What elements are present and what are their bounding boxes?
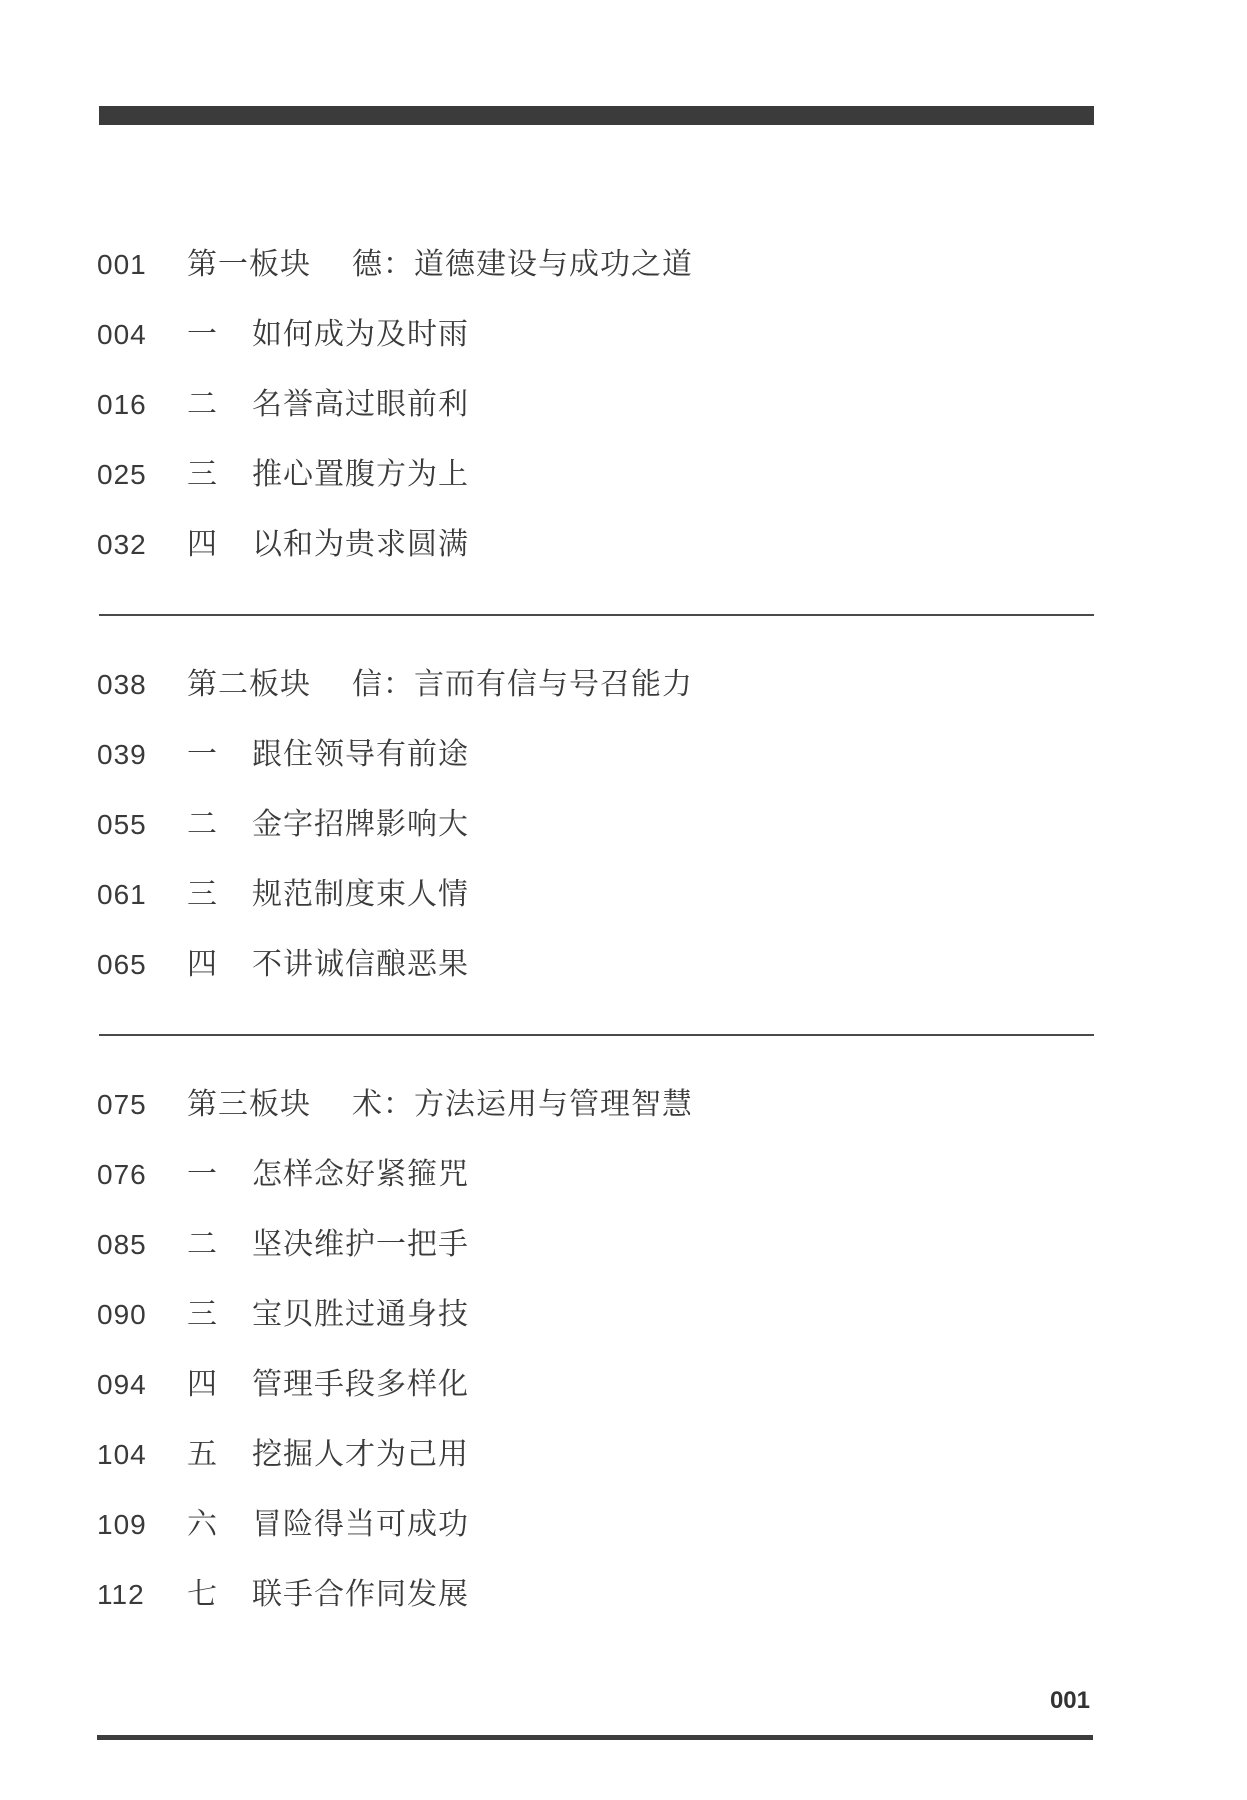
entry-page-number: 076 [97,1159,147,1190]
entry-page-number: 085 [97,1229,147,1260]
entry-title: 联手合作同发展 [252,1577,469,1612]
entry-page-number: 032 [97,529,147,560]
page-folio: 001 [1049,1687,1090,1714]
entry-title: 坚决维护一把手 [252,1227,469,1262]
entry-number: 四 [187,1367,218,1402]
section-divider [99,1034,1094,1036]
entry-page-number: 109 [97,1509,147,1540]
section-page-number: 038 [97,669,147,700]
entry-number: 四 [187,947,218,982]
section-label: 第二板块 [187,667,311,702]
entry-number: 五 [187,1437,218,1472]
section-label: 第三板块 [187,1087,311,1122]
entry-number: 三 [187,457,218,492]
entry-title: 宝贝胜过通身技 [252,1297,469,1332]
top-rule [99,106,1094,125]
entry-number: 六 [187,1507,218,1542]
section-page-number: 001 [97,249,147,280]
entry-page-number: 055 [97,809,147,840]
entry-title: 管理手段多样化 [252,1367,469,1402]
section-title: 信：言而有信与号召能力 [352,667,693,702]
entry-number: 三 [187,1297,218,1332]
section-page-number: 075 [97,1089,147,1120]
entry-page-number: 112 [97,1579,145,1610]
entry-page-number: 004 [97,319,147,350]
bottom-rule [97,1735,1093,1740]
entry-page-number: 025 [97,459,147,490]
section-label: 第一板块 [187,247,311,282]
entry-page-number: 016 [97,389,147,420]
entry-number: 二 [187,807,218,842]
section-title: 术：方法运用与管理智慧 [352,1087,693,1122]
entry-page-number: 039 [97,739,147,770]
entry-page-number: 104 [97,1439,147,1470]
entry-number: 一 [187,737,218,772]
entry-number: 二 [187,387,218,422]
entry-title: 如何成为及时雨 [252,317,469,352]
section-divider [99,614,1094,616]
entry-title: 以和为贵求圆满 [252,527,469,562]
entry-title: 挖掘人才为己用 [252,1437,469,1472]
entry-number: 三 [187,877,218,912]
section-title: 德：道德建设与成功之道 [352,247,693,282]
entry-title: 金字招牌影响大 [252,807,469,842]
entry-number: 一 [187,1157,218,1192]
entry-title: 跟住领导有前途 [252,737,469,772]
entry-page-number: 061 [97,879,147,910]
entry-page-number: 090 [97,1299,147,1330]
entry-title: 冒险得当可成功 [252,1507,469,1542]
entry-title: 规范制度束人情 [252,877,469,912]
entry-title: 不讲诚信酿恶果 [252,947,469,982]
entry-page-number: 094 [97,1369,147,1400]
entry-page-number: 065 [97,949,147,980]
entry-title: 推心置腹方为上 [252,457,469,492]
entry-number: 四 [187,527,218,562]
entry-title: 名誉高过眼前利 [252,387,469,422]
entry-number: 二 [187,1227,218,1262]
entry-number: 七 [187,1577,218,1612]
entry-title: 怎样念好紧箍咒 [252,1157,469,1192]
entry-number: 一 [187,317,218,352]
